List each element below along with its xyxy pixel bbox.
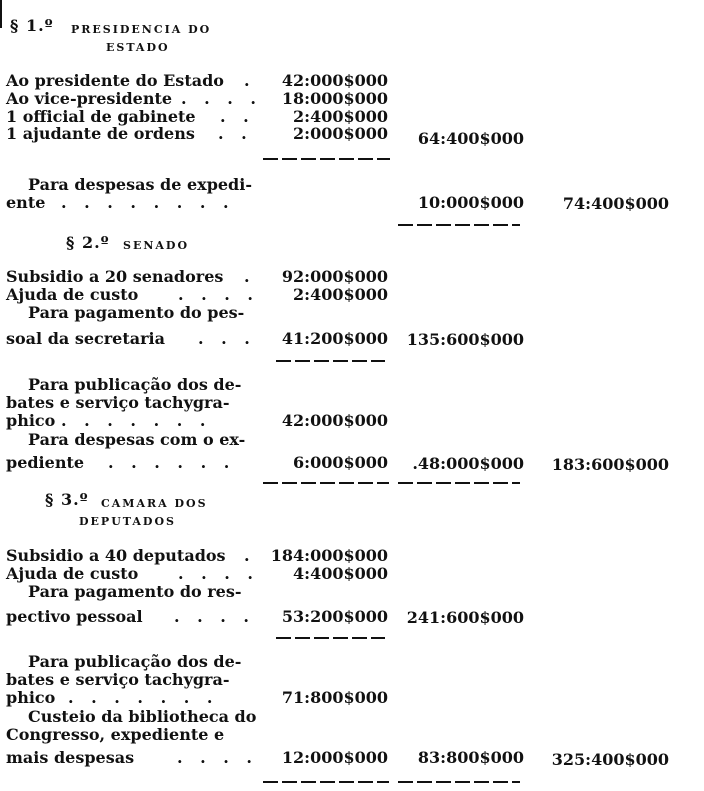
section-2-row-3-leader: . . . [198, 329, 256, 348]
section-1-title-line2: ESTADO [106, 41, 170, 54]
section-3-row-5-label-line2: Congresso, expediente e [6, 725, 225, 744]
left-margin-mark [0, 0, 2, 28]
section-3-row-1-leader: . [244, 546, 256, 565]
section-2-row-3-label-line2: soal da secretaria [6, 329, 165, 348]
section-3-row-3-subtotal: 241:600$000 [406, 608, 524, 627]
section-2-row-5-subtotal: .48:000$000 [412, 454, 524, 473]
section-2-row-3-amount: 41:200$000 [281, 329, 388, 348]
section-2-final-subtotal-rule [398, 482, 520, 484]
section-2-row-4-label-line1: Para publicação dos de- [28, 375, 242, 394]
section-2-row-2-leader: . . . . [178, 285, 259, 304]
section-3-row-4-label-line3: phico [6, 688, 56, 707]
section-2-row-4-leader: . . . . . . . [61, 411, 212, 430]
section-2-row-1-label: Subsidio a 20 senadores [6, 267, 224, 286]
section-2-row-2-amount: 2:400$000 [293, 285, 388, 304]
section-3-row-4-label-line1: Para publicação dos de- [28, 652, 242, 671]
section-3-final-amount-rule [263, 781, 389, 783]
section-2-row-5-leader: . . . . . . [108, 453, 236, 472]
section-1-row-5-label-line1: Para despesas de expedi- [28, 175, 252, 194]
section-2-final-amount-rule [263, 482, 389, 484]
section-3-row-3-amount: 53:200$000 [281, 607, 388, 626]
section-2-number: § 2.º [66, 233, 110, 252]
section-2-row-4-label-line3: phico [6, 411, 56, 430]
section-1-number: § 1.º [10, 16, 54, 35]
section-1-row-3-amount: 2:400$000 [293, 107, 388, 126]
section-2-row-5-amount: 6:000$000 [293, 453, 388, 472]
section-1-row-1-amount: 42:000$000 [281, 71, 388, 90]
section-3-row-2-label: Ajuda de custo [6, 564, 139, 583]
section-1-row-5-total: 74:400$000 [562, 194, 669, 213]
section-1-row-3-leader: . . [220, 107, 255, 126]
section-2-amount-rule [276, 360, 385, 362]
section-3-row-5-label-line3: mais despesas [6, 748, 135, 767]
section-2-row-5-total: 183:600$000 [551, 455, 669, 474]
section-1-row-5-subtotal: 10:000$000 [417, 193, 524, 212]
section-2-row-2-label: Ajuda de custo [6, 285, 139, 304]
section-3-amount-rule [276, 637, 385, 639]
section-3-row-1-amount: 184:000$000 [270, 546, 388, 565]
section-1-title-line1: PRESIDENCIA DO [71, 23, 212, 36]
section-3-final-subtotal-rule [398, 781, 520, 783]
section-3-row-3-leader: . . . . [174, 607, 255, 626]
section-3-number: § 3.º [45, 490, 89, 509]
section-3-row-4-label-line2: bates e serviço tachygra- [6, 670, 230, 689]
section-2-row-5-label-line1: Para despesas com o ex- [28, 430, 246, 449]
section-3-row-2-amount: 4:400$000 [293, 564, 388, 583]
section-1-row-1-leader: . [244, 71, 256, 90]
section-3-row-5-leader: . . . . [177, 748, 258, 767]
section-1-row-5-label-line2: ente [6, 193, 46, 212]
section-2-row-1-amount: 92:000$000 [281, 267, 388, 286]
section-3-row-5-total: 325:400$000 [551, 750, 669, 769]
section-2-row-4-label-line2: bates e serviço tachygra- [6, 393, 230, 412]
section-3-row-3-label-line2: pectivo pessoal [6, 607, 143, 626]
section-3-row-5-subtotal: 83:800$000 [417, 748, 524, 767]
section-2-row-4-amount: 42:000$000 [281, 411, 388, 430]
section-3-row-5-amount: 12:000$000 [281, 748, 388, 767]
section-1-row-1-label: Ao presidente do Estado [6, 71, 224, 90]
section-3-row-4-amount: 71:800$000 [281, 688, 388, 707]
section-1-amount-rule [263, 158, 390, 160]
section-3-title-line1: CAMARA DOS [101, 497, 208, 510]
section-3-row-1-label: Subsidio a 40 deputados [6, 546, 226, 565]
section-1-row-5-leader: . . . . . . . . [61, 193, 235, 212]
section-1-row-2-leader: . . . . [181, 89, 262, 108]
section-1-row-4-subtotal: 64:400$000 [417, 129, 524, 148]
section-3-row-2-leader: . . . . [178, 564, 259, 583]
section-1-row-4-label: 1 ajudante de ordens [6, 124, 195, 143]
section-1-row-2-amount: 18:000$000 [281, 89, 388, 108]
section-1-row-4-amount: 2:000$000 [293, 124, 388, 143]
section-2-row-1-leader: . [244, 267, 256, 286]
section-2-title: SENADO [123, 239, 190, 252]
section-3-title-line2: DEPUTADOS [79, 515, 176, 528]
section-2-row-5-label-line2: pediente [6, 453, 85, 472]
section-1-subtotal-rule [398, 224, 520, 226]
section-1-row-4-leader: . . [218, 124, 253, 143]
section-3-row-3-label-line1: Para pagamento do res- [28, 582, 242, 601]
section-2-row-3-subtotal: 135:600$000 [406, 330, 524, 349]
section-3-row-5-label-line1: Custeio da bibliotheca do [28, 707, 257, 726]
section-1-row-3-label: 1 official de gabinete [6, 107, 196, 126]
section-2-row-3-label-line1: Para pagamento do pes- [28, 303, 245, 322]
section-3-row-4-leader: . . . . . . . [68, 688, 219, 707]
section-1-row-2-label: Ao vice-presidente [6, 89, 173, 108]
